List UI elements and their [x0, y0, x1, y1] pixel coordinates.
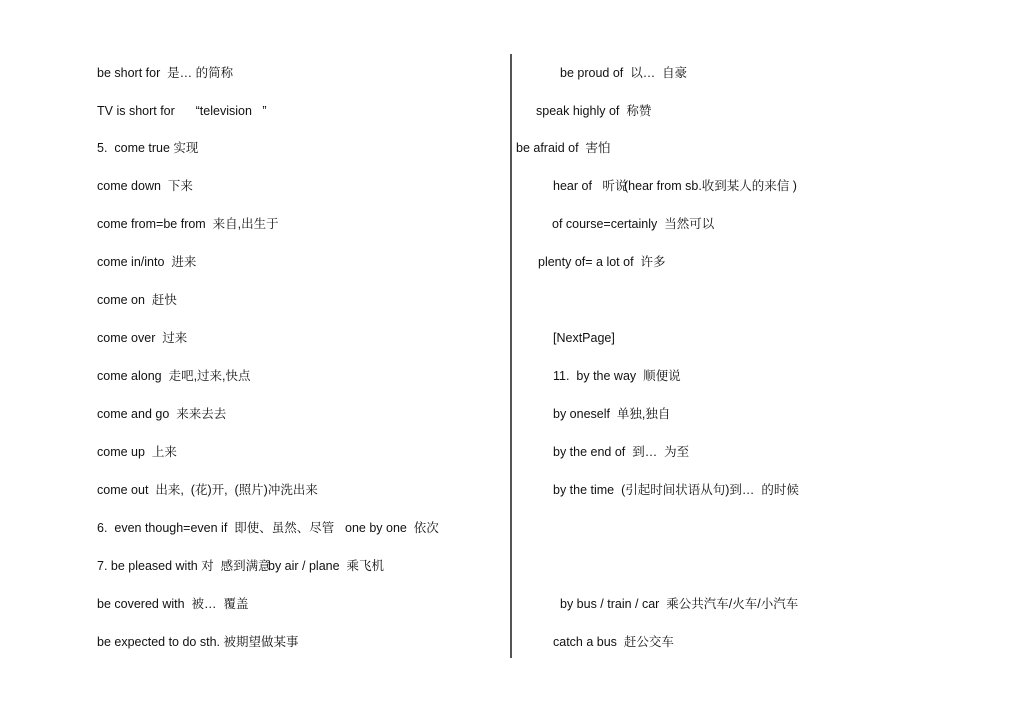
vocab-line: speak highly of 称赞 — [536, 104, 652, 118]
vocab-line: (hear from sb.收到某人的来信 ) — [624, 179, 797, 193]
vocab-line: of course=certainly 当然可以 — [552, 217, 715, 231]
vocab-line: TV is short for “television ” — [97, 104, 267, 118]
page-break-marker: [NextPage] — [553, 331, 615, 345]
vocab-line: come out 出来, (花)开, (照片)冲洗出来 — [97, 483, 318, 497]
vocab-line: come up 上来 — [97, 445, 177, 459]
vocab-line: come in/into 进来 — [97, 255, 197, 269]
vocab-line: be covered with 被… 覆盖 — [97, 597, 249, 611]
vocab-line: by the end of 到… 为至 — [553, 445, 690, 459]
vocab-line: be expected to do sth. 被期望做某事 — [97, 635, 299, 649]
vocab-line: come and go 来来去去 — [97, 407, 227, 421]
vocab-line: by oneself 单独,独自 — [553, 407, 671, 421]
vocab-line: come from=be from 来自,出生于 — [97, 217, 279, 231]
vocab-line: 5. come true 实现 — [97, 141, 199, 155]
vocab-line: plenty of= a lot of 许多 — [538, 255, 666, 269]
vocab-line: be short for 是… 的简称 — [97, 66, 234, 80]
vocab-line: catch a bus 赶公交车 — [553, 635, 674, 649]
vocab-line: come on 赶快 — [97, 293, 177, 307]
vocab-line: come over 过来 — [97, 331, 188, 345]
vocab-line: hear of 听说 — [553, 179, 628, 193]
vocab-line: by bus / train / car 乘公共汽车/火车/小汽车 — [560, 597, 799, 611]
vocab-line: be afraid of 害怕 — [516, 141, 611, 155]
vocab-line: by air / plane 乘飞机 — [268, 559, 385, 573]
column-divider — [510, 54, 512, 658]
vocab-line: be proud of 以… 自豪 — [560, 66, 688, 80]
vocab-line: 11. by the way 顺便说 — [553, 369, 681, 383]
vocab-line: by the time (引起时间状语从句)到… 的时候 — [553, 483, 799, 497]
vocab-line: 7. be pleased with 对 感到满意 — [97, 559, 271, 573]
vocab-line: come along 走吧,过来,快点 — [97, 369, 251, 383]
vocab-line: come down 下来 — [97, 179, 193, 193]
vocab-line: one by one 依次 — [345, 521, 439, 535]
vocab-line: 6. even though=even if 即使、虽然、尽管 — [97, 521, 335, 535]
